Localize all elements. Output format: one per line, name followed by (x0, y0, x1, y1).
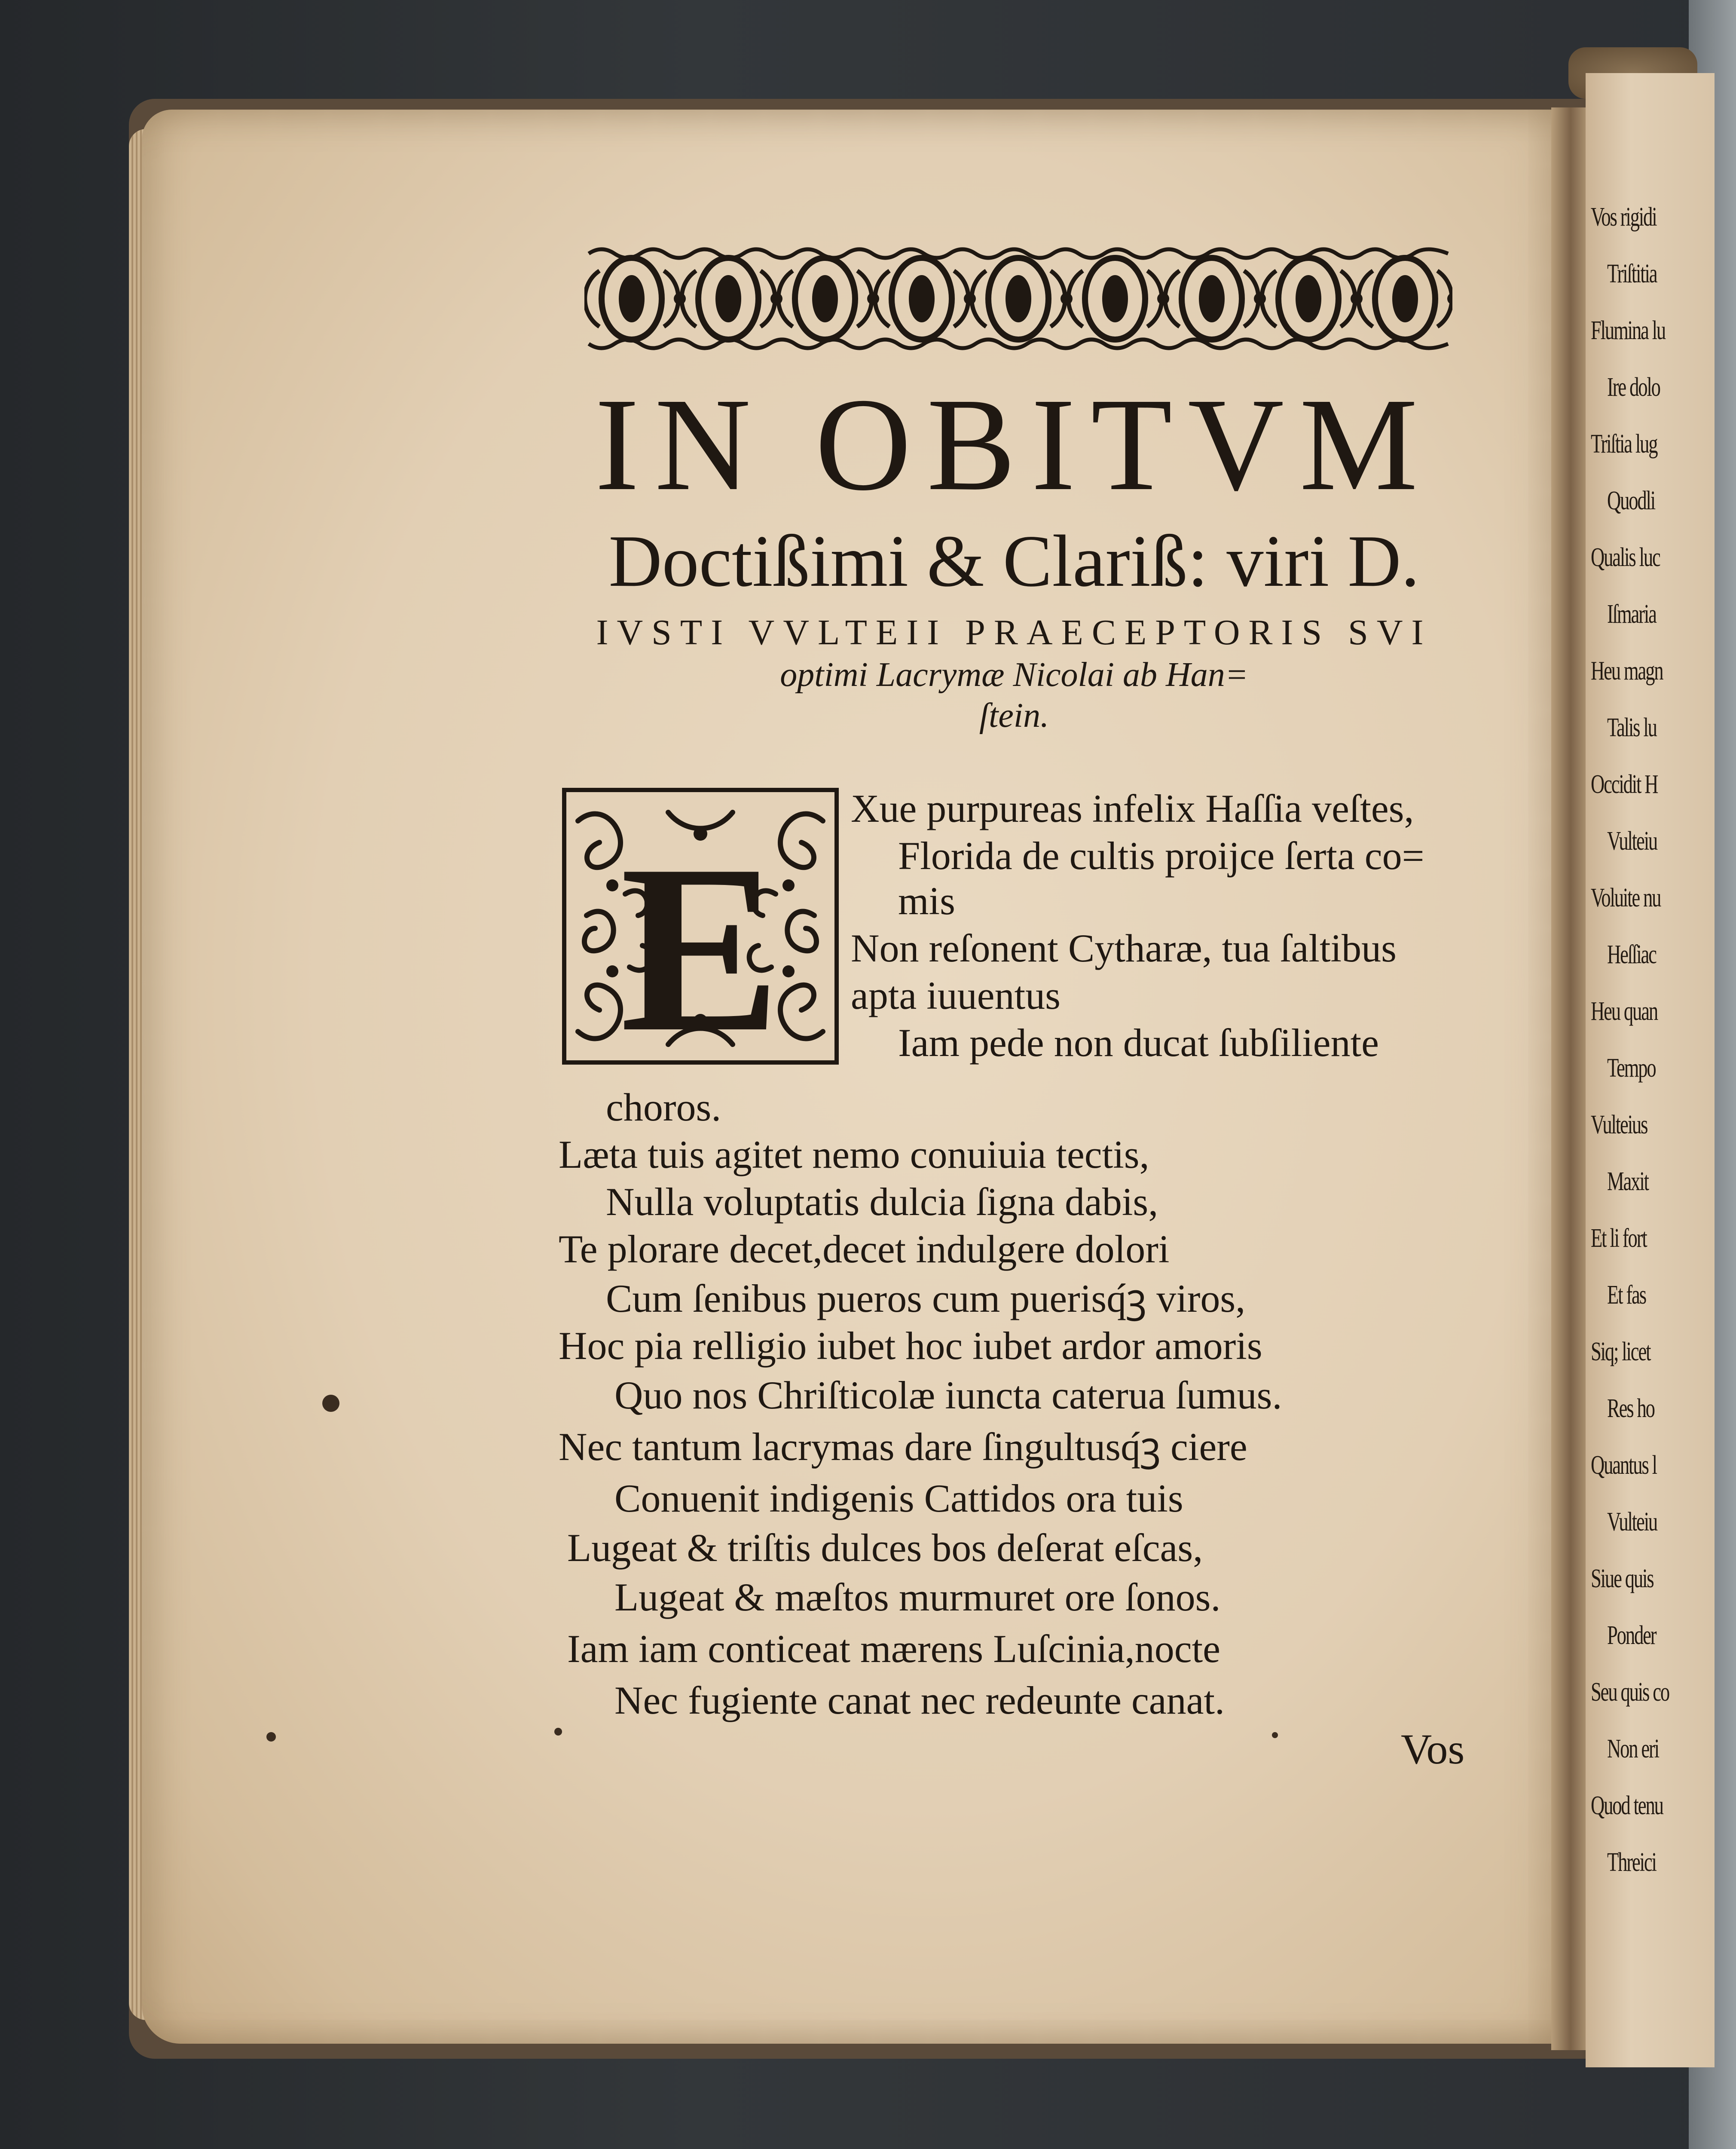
ornament-motif-icon (585, 258, 686, 340)
facing-page-line: Ire dolo (1607, 373, 1660, 402)
verse-line: Quo nos Chriſticolæ iuncta caterua ſumus. (614, 1373, 1282, 1417)
ornament-motif-icon (1068, 258, 1169, 340)
facing-page-line: Non eri (1607, 1734, 1659, 1763)
facing-page-line: Voluite nu (1591, 883, 1661, 912)
ornament-motif-icon (682, 258, 782, 340)
verse-line: Lugeat & mæſtos murmuret ore ſonos. (614, 1575, 1221, 1619)
paper-speck (554, 1728, 562, 1736)
facing-page-line: Talis lu (1607, 713, 1657, 742)
title-line-2: Doctißimi & Clariß: viri D. (608, 520, 1420, 602)
book-gutter (1551, 107, 1590, 2050)
facing-page-line: Vulteiu (1607, 1507, 1657, 1537)
catchword: Vos (1401, 1725, 1465, 1773)
verse-line: Cum ſenibus pueros cum puerisq́ꝫ viros, (606, 1277, 1246, 1320)
title-line-3: IVSTI VVLTEII PRAECEPTORIS SVI (596, 612, 1432, 652)
facing-page-line: Quantus l (1591, 1451, 1657, 1480)
verse-line: Nec tantum lacrymas dare ſingultusq́ꝫ ciere (559, 1425, 1247, 1469)
verse-line: Te plorare decet,decet indulgere dolori (559, 1227, 1170, 1271)
facing-page-line: Et li fort (1591, 1224, 1647, 1253)
ornament-motif-icon (972, 258, 1073, 340)
title-line-4: optimi Lacrymæ Nicolai ab Han= (780, 656, 1248, 694)
facing-page-line: Heu magn (1591, 656, 1663, 686)
facing-page-line: Ponder (1607, 1621, 1656, 1650)
facing-page-line: Et fas (1607, 1280, 1646, 1310)
verse-line: Iam iam conticeat mærens Luſcinia,nocte (567, 1627, 1220, 1671)
facing-page-line: Maxit (1607, 1167, 1648, 1196)
verse-line: Nec fugiente canat nec redeunte canat. (614, 1678, 1225, 1722)
ornament-band-icon (584, 241, 1452, 357)
facing-page-line: Triſtia lug (1591, 429, 1657, 459)
title-line-5: ſtein. (979, 697, 1049, 735)
facing-page-line: Threici (1607, 1848, 1656, 1877)
verse-line: mis (898, 879, 955, 923)
ornament-motif-icon (1262, 258, 1363, 340)
facing-page-line: Vulteiu (1607, 827, 1657, 856)
verse-line: Xue purpureas infelix Haſſia veſtes, (851, 787, 1414, 830)
facing-page-line: Tempo (1607, 1053, 1656, 1083)
facing-page-line: Vos rigidi (1591, 202, 1657, 232)
verse-line: Iam pede non ducat ſubſiliente (898, 1021, 1379, 1065)
facing-page-line: Quod tenu (1591, 1791, 1663, 1820)
title-line-1: IN OBITVM (595, 371, 1433, 518)
verse-line: Non reſonent Cytharæ, tua ſaltibus (851, 926, 1397, 970)
paper-speck (266, 1732, 276, 1742)
verse-line: Conuenit indigenis Cattidos ora tuis (614, 1476, 1183, 1520)
verse-line: Hoc pia relligio iubet hoc iubet ardor amoris (559, 1324, 1262, 1368)
drop-cap-icon (561, 787, 840, 1066)
paper-speck (322, 1395, 339, 1412)
ornament-motif-icon (1165, 258, 1266, 340)
facing-page-line: Iſmaria (1607, 600, 1656, 629)
verse-line: choros. (606, 1085, 721, 1129)
verse-line: Florida de cultis proijce ſerta co= (898, 834, 1424, 878)
facing-page-line: Siq; licet (1591, 1337, 1650, 1366)
verse-line: Læta tuis agitet nemo conuiuia tectis, (559, 1133, 1149, 1176)
verse-line: apta iuuentus (851, 973, 1061, 1017)
facing-page-line: Heſſiac (1607, 940, 1656, 969)
drop-cap-letter: E (620, 815, 781, 1066)
facing-page-line: Triſtitia (1607, 259, 1657, 288)
ornament-motif-icon (778, 258, 879, 340)
facing-page-line: Vulteius (1591, 1110, 1647, 1139)
facing-page-line: Siue quis (1591, 1564, 1653, 1593)
verse-line: Nulla voluptatis dulcia ſigna dabis, (606, 1180, 1158, 1224)
facing-page-line: Seu quis co (1591, 1678, 1669, 1707)
paper-speck (1272, 1732, 1278, 1738)
facing-page-line: Res ho (1607, 1394, 1654, 1423)
facing-page-line: Quodli (1607, 486, 1655, 515)
facing-page-line: Qualis luc (1591, 543, 1660, 572)
facing-page-line: Occidit H (1591, 770, 1658, 799)
facing-page-line: Heu quan (1591, 997, 1658, 1026)
verse-line: Lugeat & triſtis dulces bos deſerat eſcas, (567, 1526, 1203, 1570)
facing-page (1586, 73, 1715, 2067)
facing-page-line: Flumina lu (1591, 316, 1666, 345)
ornament-motif-icon (1358, 258, 1452, 340)
ornament-motif-icon (875, 258, 976, 340)
